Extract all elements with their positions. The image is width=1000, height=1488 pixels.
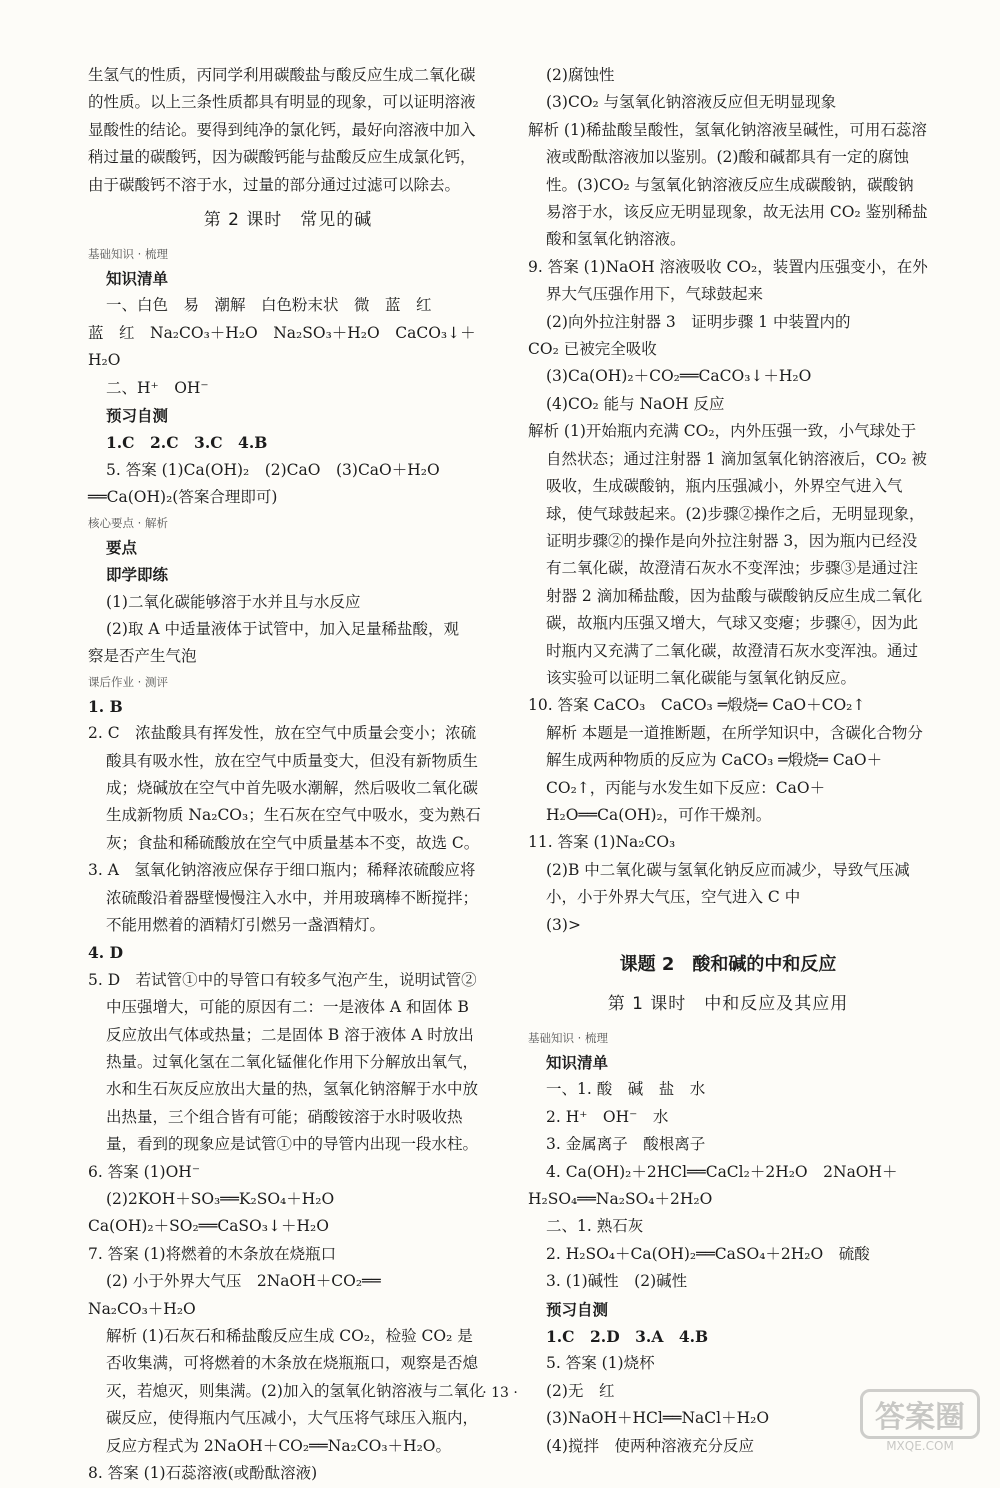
right-line: 解析 (1)稀盐酸呈酸性，氢氧化钠溶液呈碱性，可用石蕊溶液或酚酞溶液加以鉴别。(2)酸和碱都具有一定的腐蚀性。(3)CO₂ 与氢氧化钠溶液反应生成碳酸钠，碳酸钠易溶于水，该反应无明显现象，故无法用 CO₂ 鉴别稀盐酸和氢氧化钠溶液。 [528, 120, 928, 249]
page-number: · 13 · [482, 1385, 518, 1401]
right-line: (4)CO₂ 能与 NaOH 反应 [546, 394, 725, 413]
left-line: (1)二氧化碳能够溶于水并且与水反应 [106, 592, 361, 611]
left-line: Ca(OH)₂＋SO₂══CaSO₃↓＋H₂O [88, 1217, 329, 1236]
right-line: 知识清单 [546, 1053, 609, 1072]
left-line: 一、白色 易 潮解 白色粉末状 微 蓝 红 [106, 296, 432, 315]
left-line: 第 2 课时 常见的碱 [203, 210, 373, 231]
right-line: 二、1. 熟石灰 [546, 1217, 644, 1236]
left-line: 知识清单 [106, 269, 169, 289]
left-line: (2)取 A 中适量液体于试管中，加入足量稀盐酸，观 [106, 619, 460, 638]
left-line: 基础知识 · 梳理 [88, 247, 168, 262]
right-column [528, 62, 928, 1460]
right-line: 解析 本题是一道推断题，在所学知识中，含碳化合物分解生成两种物质的反应为 CaCO₃ ═煅烧═ CaO＋CO₂↑，丙能与水发生如下反应：CaO＋H₂O══Ca(OH)₂，可作干燥剂。 [546, 723, 923, 824]
right-line: 解析 (1)开始瓶内充满 CO₂，内外压强一致，小气球处于自然状态；通过注射器 1 滴加氢氧化钠溶液后，CO₂ 被吸收，生成碳酸钠，瓶内压强减小，外界空气进入气球，使气球鼓起来。(2)步骤②操作之后，无明显现象，证明步骤②的操作是向外拉注射器 3，因为瓶内已经没有二氧化碳，故澄清石灰水不变浑浊；步骤③是通过注射器 2 滴加稀盐酸，因为盐酸与碳酸钠反应生成二氧化碳，故瓶内压强又增大，气球又变瘪；步骤④，因为此时瓶内又充满了二氧化碳，故澄清石灰水变浑浊。通过该实验可以证明二氧化碳能与氢氧化钠反应。 [528, 422, 927, 687]
left-line: 二、H⁺ OH⁻ [106, 378, 209, 397]
watermark-url: MXQE.COM [886, 1439, 954, 1453]
left-line: (2)2KOH＋SO₃══K₂SO₄＋H₂O [106, 1190, 335, 1209]
watermark-logo [860, 1389, 980, 1459]
right-line: 第 1 课时 中和反应及其应用 [607, 994, 849, 1014]
left-line: 2. C 浓盐酸具有挥发性，放在空气中质量会变小；浓硫酸具有吸水性，放在空气中质量变大，但没有新物质生成；烧碱放在空气中首先吸水潮解，然后吸收二氧化碳生成新物质 Na₂CO₃；生石灰在空气中吸水，变为熟石灰；食盐和稀硫酸放在空气中质量基本不变，故选 C。 [88, 724, 481, 852]
right-line: (4)搅拌 使两种溶液充分反应 [546, 1436, 754, 1455]
watermark-title: 答案圈 [860, 1389, 980, 1439]
left-line: 解析 (1)石灰石和稀盐酸反应生成 CO₂，检验 CO₂ 是否收集满，可将燃着的木条放在烧瓶瓶口，观察是否熄灭，若熄灭，则集满。(2)加入的氢氧化钠溶液与二氧化碳反应，使得瓶内气压减小，大气压将气球压入瓶内，反应方程式为 2NaOH＋CO₂══Na₂CO₃＋H₂O。 [106, 1327, 485, 1455]
left-column [88, 62, 488, 1488]
left-line: 课后作业 · 测评 [88, 674, 168, 689]
right-line: H₂SO₄══Na₂SO₄＋2H₂O [528, 1190, 713, 1209]
right-line: (2)B 中二氧化碳与氢氧化钠反应而减少，导致气压减小，小于外界大气压，空气进入 C 中 [546, 860, 910, 907]
right-line: 预习自测 [546, 1299, 609, 1319]
left-line: 8. 答案 (1)石蕊溶液(或酚酞溶液) [88, 1464, 318, 1483]
right-line: 9. 答案 (1)NaOH 溶液吸收 CO₂，装置内压强变小，在外界大气压强作用下，气球鼓起来 [528, 257, 928, 304]
right-line: CO₂ 已被完全吸收 [528, 340, 657, 359]
left-line: 察是否产生气泡 [88, 647, 197, 666]
right-line: 2. H⁺ OH⁻ 水 [546, 1107, 669, 1126]
left-line: 5. D 若试管①中的导管口有较多气泡产生，说明试管②中压强增大，可能的原因有二：一是液体 A 和固体 B 反应放出气体或热量；二是固体 B 溶于液体 A 时放出热量。过氧化氢在二氧化锰催化作用下分解放出氧气，水和生石灰反应放出大量的热，氢氧化钠溶解于水中放出热量，三个组合皆有可能；硝酸铵溶于水时吸收热量，看到的现象应是试管①中的导管内出现一段水柱。 [88, 970, 479, 1154]
right-line: (3)NaOH＋HCl══NaCl＋H₂O [546, 1409, 770, 1428]
left-line: 预习自测 [106, 406, 169, 426]
left-line: 5. 答案 (1)Ca(OH)₂ (2)CaO (3)CaO＋H₂O [106, 460, 440, 479]
left-line: 3. A 氢氧化钠溶液应保存于细口瓶内；稀释浓硫酸应将浓硫酸沿着器壁慢慢注入水中，并用玻璃棒不断搅拌；不能用燃着的酒精灯引燃另一盏酒精灯。 [88, 861, 479, 934]
right-line: 5. 答案 (1)烧杯 [546, 1354, 655, 1373]
right-line: 基础知识 · 梳理 [528, 1031, 608, 1045]
right-line: (3)> [546, 915, 581, 934]
right-line: 3. (1)碱性 (2)碱性 [546, 1272, 688, 1291]
left-line: 1. B [88, 696, 123, 716]
left-line: 6. 答案 (1)OH⁻ [88, 1162, 201, 1181]
left-line: 要点 [106, 537, 138, 557]
right-line: 一、1. 酸 碱 盐 水 [546, 1080, 706, 1099]
left-line: 生氢气的性质，丙同学利用碳酸盐与酸反应生成二氧化碳的性质。以上三条性质都具有明显的现象，可以证明溶液显酸性的结论。要得到纯净的氯化钙，最好向溶液中加入稍过量的碳酸钙，因为碳酸钙能与盐酸反应生成氯化钙，由于碳酸钙不溶于水，过量的部分通过过滤可以除去。 [88, 66, 476, 194]
right-line: (3)Ca(OH)₂＋CO₂══CaCO₃↓＋H₂O [546, 367, 812, 386]
left-line: 蓝 红 Na₂CO₃＋H₂O Na₂SO₃＋H₂O CaCO₃↓＋H₂O [88, 323, 476, 370]
left-line: 即学即练 [106, 565, 169, 585]
right-line: 2. H₂SO₄＋Ca(OH)₂══CaSO₄＋2H₂O 硫酸 [546, 1244, 870, 1263]
left-line: 核心要点 · 解析 [88, 515, 168, 530]
left-line: 4. D [88, 943, 124, 963]
right-line: 课题 2 酸和碱的中和反应 [619, 954, 837, 975]
right-line: (2)无 红 [546, 1381, 615, 1400]
right-line: (2)腐蚀性 [546, 66, 615, 84]
right-line: 4. Ca(OH)₂＋2HCl══CaCl₂＋2H₂O 2NaOH＋ [546, 1162, 898, 1181]
left-line: Na₂CO₃＋H₂O [88, 1299, 196, 1318]
right-line: 1.C 2.D 3.A 4.B [546, 1327, 709, 1347]
right-line: 10. 答案 CaCO₃ CaCO₃ ═煅烧═ CaO＋CO₂↑ [528, 696, 866, 715]
right-line: 3. 金属离子 酸根离子 [546, 1135, 706, 1154]
left-line: (2) 小于外界大气压 2NaOH＋CO₂══ [106, 1272, 381, 1291]
left-line: 1.C 2.C 3.C 4.B [106, 433, 268, 453]
left-line: ══Ca(OH)₂(答案合理即可) [88, 488, 278, 507]
left-line: 7. 答案 (1)将燃着的木条放在烧瓶口 [88, 1244, 337, 1263]
right-line: 11. 答案 (1)Na₂CO₃ [528, 833, 676, 852]
right-line: (3)CO₂ 与氢氧化钠溶液反应但无明显现象 [546, 93, 837, 112]
right-line: (2)向外拉注射器 3 证明步骤 1 中装置内的 [546, 312, 851, 331]
